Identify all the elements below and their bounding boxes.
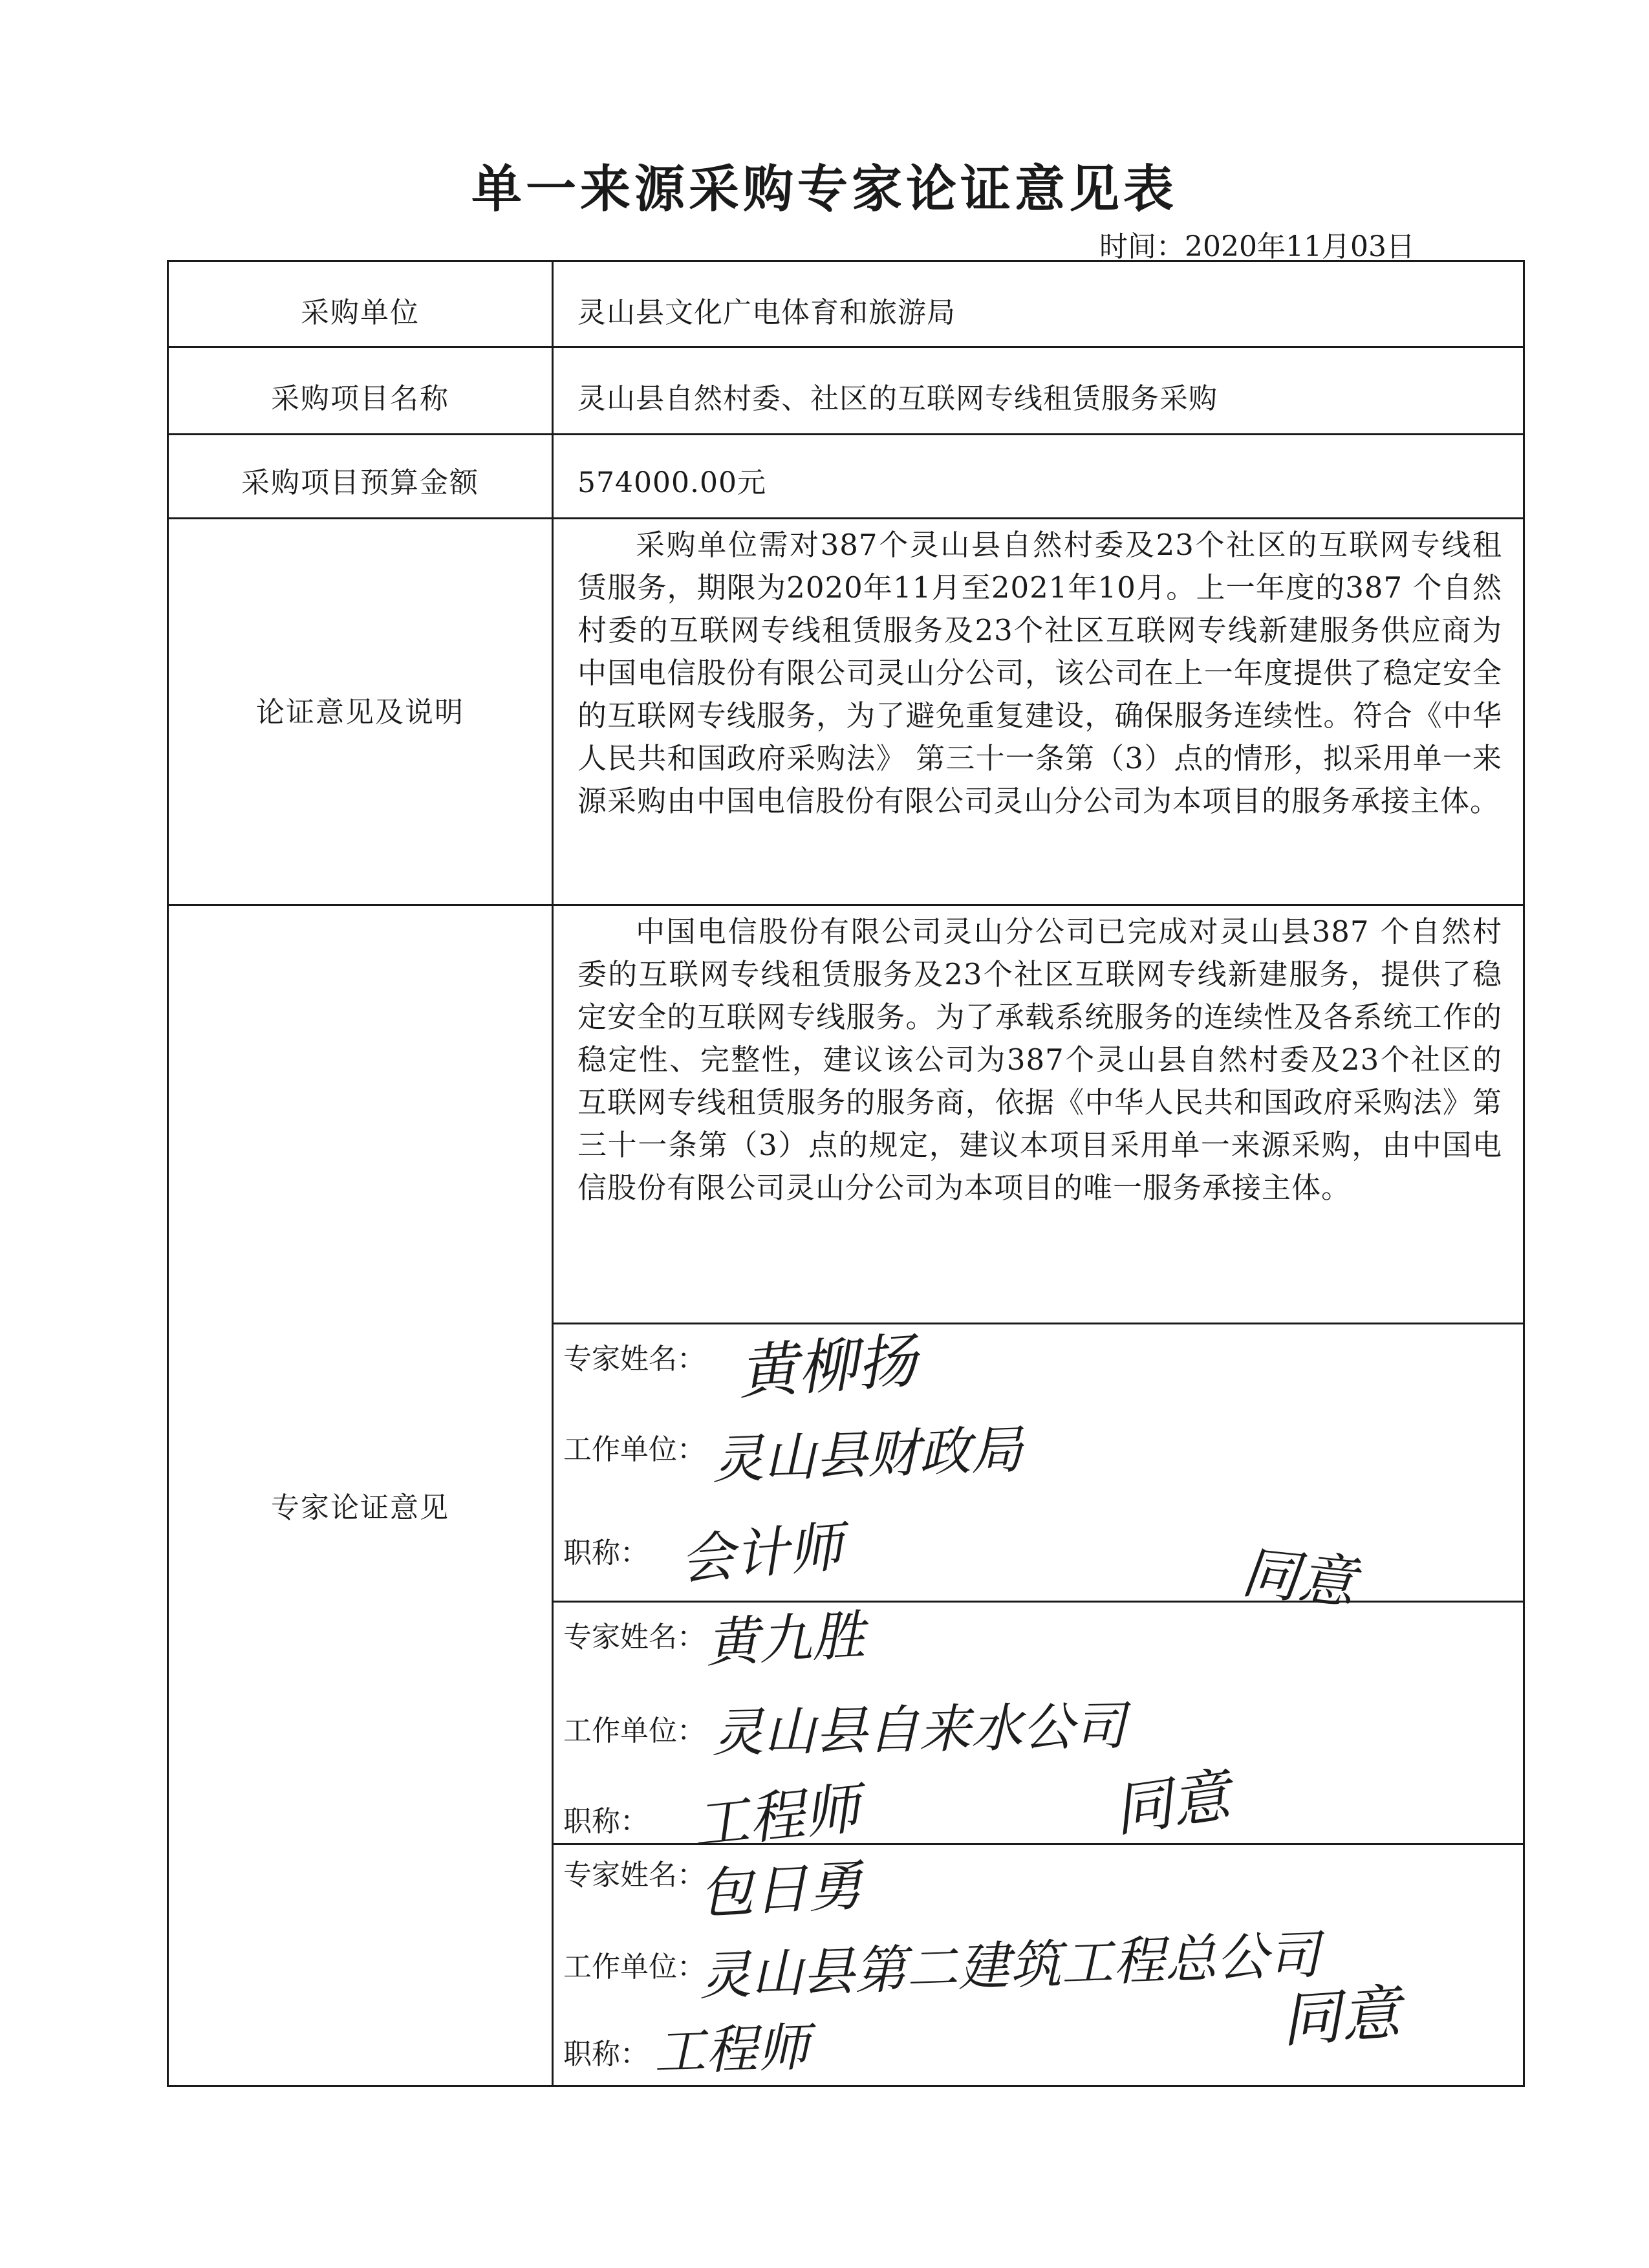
purchaser-value: 灵山县文化广电体育和旅游局 (577, 296, 956, 329)
expert2-opinion-handwriting: 同意 (1109, 1761, 1234, 1845)
justification-text: 采购单位需对387个灵山县自然村委及23个社区的互联网专线租赁服务，期限为2020年11月至2021年10月。上一年度的387 个自然村委的互联网专线租赁服务及23个社区互联网专线新建服务供应商为中国电信股份有限公司灵山分公司，该公司在上一年度提供了稳定安全的互联网专线服务，为了避免重复建设，确保服务连续性。符合《中华人民共和国政府采购法》 第三十一条第（3）点的情形，拟采用单一来源采购由中国电信股份有限公司灵山分公司为本项目的服务承接主体。 (577, 528, 1502, 818)
budget-value: 574000.00元 (577, 466, 766, 499)
row-divider (169, 433, 1523, 435)
document-date: 时间：2020年11月03日 (1099, 230, 1415, 263)
opinion-form-table (167, 260, 1525, 2087)
expert-opinion-text: 中国电信股份有限公司灵山分公司已完成对灵山县387 个自然村委的互联网专线租赁服务及23个社区互联网专线新建服务，提供了稳定安全的互联网专线服务。为了承载系统服务的连续性及各系统工作的稳定性、完整性，建议该公司为387个灵山县自然村委及23个社区的互联网专线租赁服务的服务商，依据《中华人民共和国政府采购法》第三十一条第（3）点的规定，建议本项目采用单一来源采购，由中国电信股份有限公司灵山分公司为本项目的唯一服务承接主体。 (577, 914, 1502, 1205)
row-divider (169, 904, 1523, 906)
expert1-unit-handwriting: 灵山县财政局 (711, 1419, 1024, 1491)
expert1-unit-label: 工作单位： (563, 1433, 706, 1466)
budget-label: 采购项目预算金额 (241, 466, 479, 499)
project-name-value: 灵山县自然村委、社区的互联网专线租赁服务采购 (577, 382, 1218, 415)
expert3-opinion-handwriting: 同意 (1279, 1978, 1403, 2056)
expert1-name-label: 专家姓名： (563, 1343, 706, 1376)
expert1-name-signature: 黄柳扬 (736, 1326, 919, 1408)
expert2-title-label: 职称： (563, 1805, 649, 1838)
row-divider (169, 346, 1523, 348)
expert-divider (552, 1323, 1523, 1324)
project-name-label: 采购项目名称 (271, 382, 449, 415)
expert-divider (552, 1601, 1523, 1603)
expert3-title-handwriting: 工程师 (652, 2016, 810, 2083)
expert1-title-handwriting: 会计师 (677, 1515, 846, 1592)
expert1-title-label: 职称： (563, 1537, 649, 1570)
column-divider (552, 262, 554, 2085)
expert3-name-label: 专家姓名： (563, 1859, 706, 1892)
purchaser-label: 采购单位 (301, 296, 420, 329)
expert3-title-label: 职称： (563, 2038, 649, 2071)
expert3-unit-label: 工作单位： (563, 1950, 706, 1983)
document-title: 单一来源采购专家论证意见表 (471, 160, 1178, 219)
row-divider (169, 517, 1523, 519)
expert2-name-signature: 黄九胜 (704, 1604, 867, 1675)
justification-label: 论证意见及说明 (256, 696, 464, 729)
expert2-unit-label: 工作单位： (563, 1714, 706, 1747)
expert1-opinion-handwriting: 同意 (1238, 1539, 1359, 1617)
expert2-unit-handwriting: 灵山县自来水公司 (711, 1696, 1126, 1764)
expert3-name-signature: 包日勇 (697, 1853, 864, 1926)
expert2-name-label: 专家姓名： (563, 1621, 706, 1654)
expert2-title-handwriting: 工程师 (690, 1776, 863, 1859)
expert3-unit-handwriting: 灵山县第二建筑工程总公司 (698, 1925, 1321, 2007)
expert-opinion-label: 专家论证意见 (271, 1491, 449, 1524)
